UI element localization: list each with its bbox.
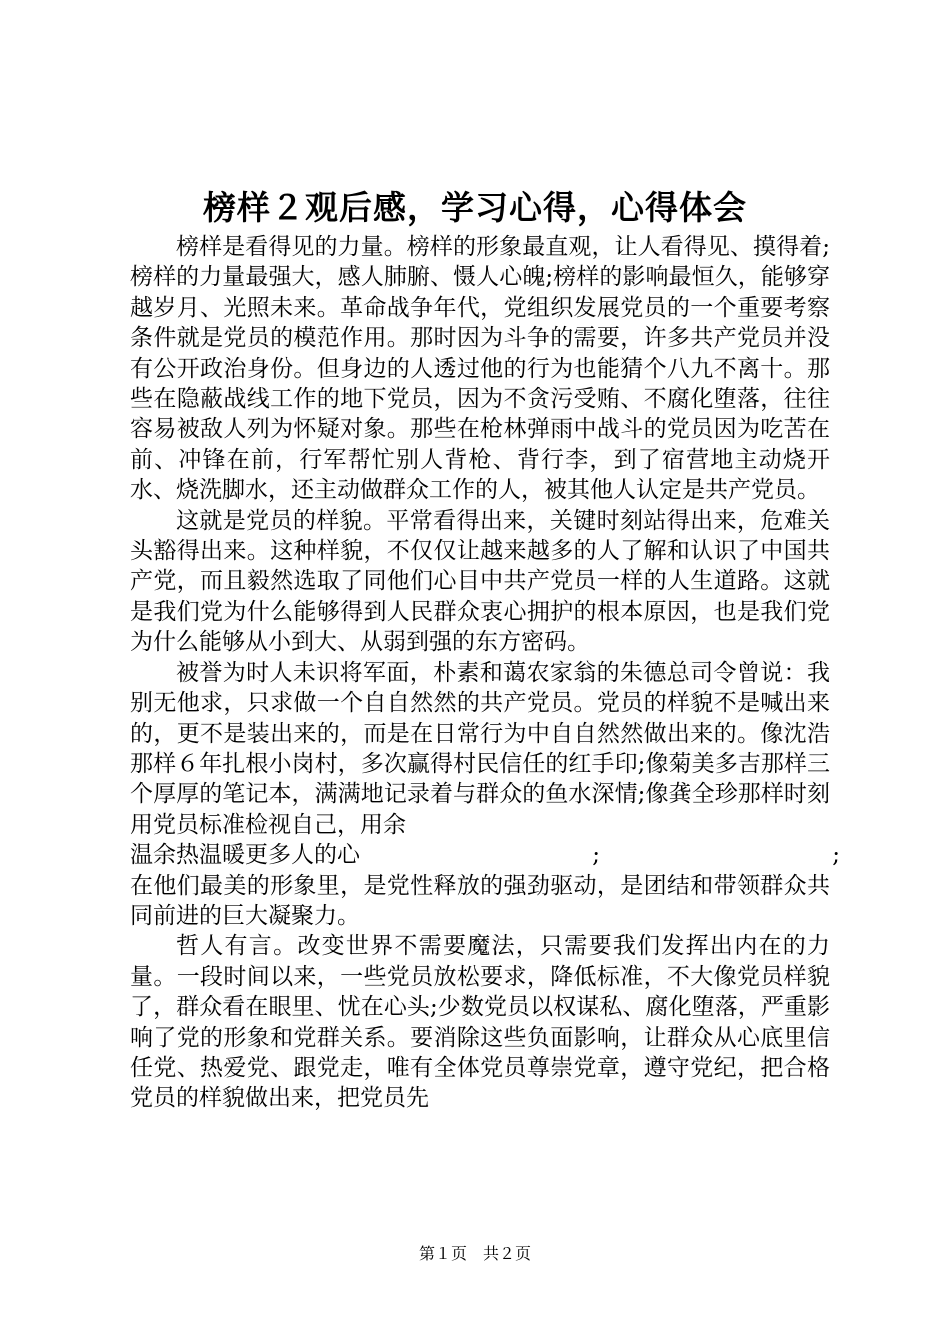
paragraph-2: 这就是党员的样貌。平常看得出来，关键时刻站得出来，危难关头豁得出来。这种样貌，不仅仅让越来越多的人了解和认识了中国共产党，而且毅然选取了同他们心目中共产党员一样的人生道路。这就是我们党为什么能够得到人民群众衷心拥护的根本原因，也是我们党为什么能够从小到大、从弱到强的东方密码。 [130,507,830,656]
paragraph-1: 榜样是看得见的力量。榜样的形象最直观，让人看得见、摸得着;榜样的力量最强大，感人肺腑、慑人心魄;榜样的影响最恒久，能够穿越岁月、光照未来。革命战争年代，党组织发展党员的一个重要考察条件就是党员的模范作用。那时因为斗争的需要，许多共产党员并没有公开政治身份。但身边的人透过他的行为也能猜个八九不离十。那些在隐蔽战线工作的地下党员，因为不贪污受贿、不腐化堕落，往往容易被敌人列为怀疑对象。那些在枪林弹雨中战斗的党员因为吃苦在前、冲锋在前，行军帮忙别人背枪、背行李，到了宿营地主动烧开水、烧洗脚水，还主动做群众工作的人，被其他人认定是共产党员。 [130,234,830,504]
document-body [130,232,840,1114]
page-number-footer: 第１页 共２页 [418,1244,531,1263]
paragraph-3-gap-line [130,840,840,870]
paragraph-3 [130,658,840,932]
paragraph-3-gap-right: ; [832,842,840,869]
document-title: 榜样２观后感，学习心得，心得体会 [203,188,747,227]
paragraph-3-tail: 在他们最美的形象里，是党性释放的强劲驱动，是团结和带领群众共同前进的巨大凝聚力。 [130,872,830,929]
paragraph-3-main: 被誉为时人未识将军面，朴素和蔼农家翁的朱德总司令曾说：我别无他求，只求做一个自自然然的共产党员。党员的样貌不是喊出来的，更不是装出来的，而是在日常行为中自自然然做出来的。像沈浩那样６年扎根小岗村，多次赢得村民信任的红手印;像菊美多吉那样三个厚厚的笔记本，满满地记录着与群众的鱼水深情;像龚全珍那样时刻用党员标准检视自己，用余 [130,659,830,838]
paragraph-3-gap-left: 温余热温暖更多人的心 [130,842,360,869]
paragraph-4: 哲人有言。改变世界不需要魔法，只需要我们发挥出内在的力量。一段时间以来，一些党员放松要求，降低标准，不大像党员样貌了，群众看在眼里、忧在心头;少数党员以权谋私、腐化堕落，严重影响了党的形象和党群关系。要消除这些负面影响，让群众从心底里信任党、热爱党、跟党走，唯有全体党员尊崇党章，遵守党纪，把合格党员的样貌做出来，把党员先 [130,933,830,1112]
paragraph-3-gap-mid: ; [592,842,600,869]
